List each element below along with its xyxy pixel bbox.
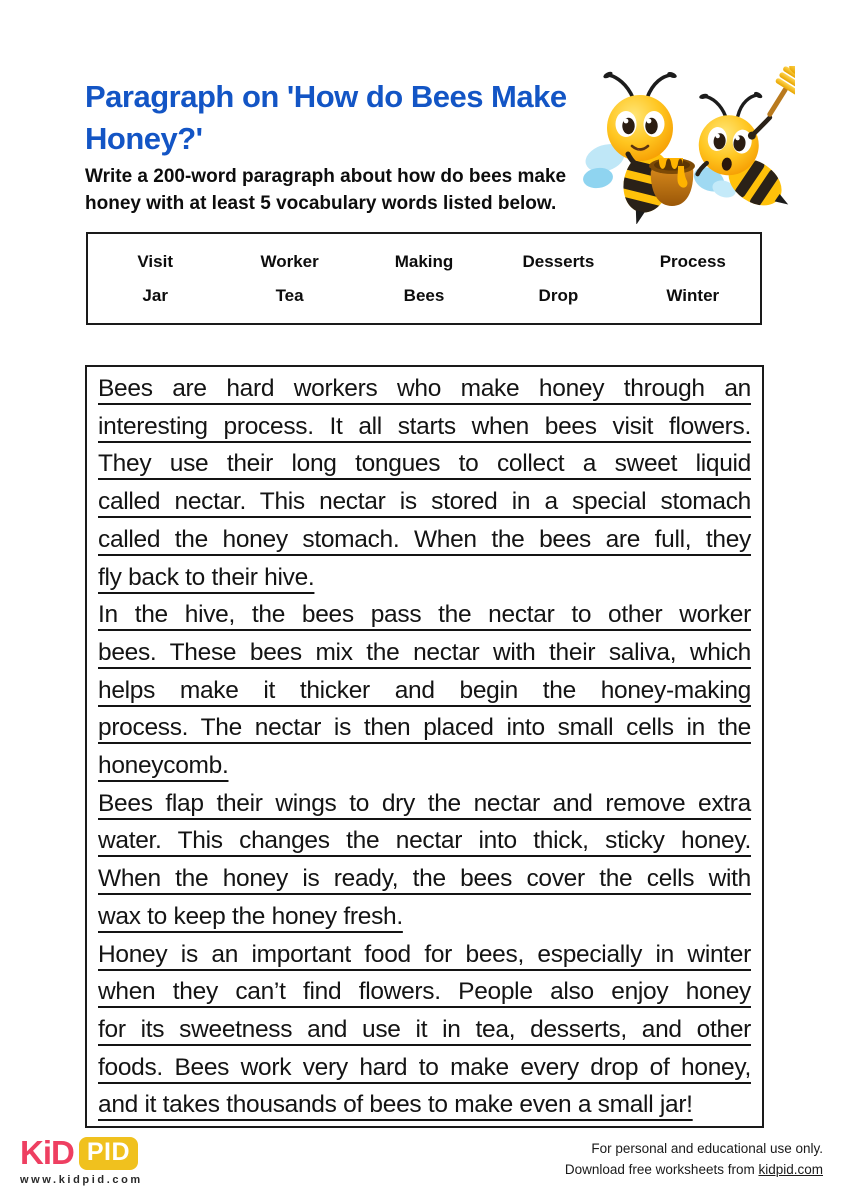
page-title-line: Paragraph on 'How do Bees Make bbox=[85, 79, 567, 114]
instructions-line: honey with at least 5 vocabulary words listed below. bbox=[85, 193, 557, 214]
vocab-row-1 bbox=[88, 252, 760, 272]
essay-line: helps make it thicker and begin the honey-making bbox=[98, 676, 751, 704]
vocab-word: Visit bbox=[137, 251, 173, 271]
instructions-line: Write a 200-word paragraph about how do bees make bbox=[85, 166, 567, 187]
bees-illustration-icon bbox=[583, 66, 795, 224]
essay-line: bees. These bees mix the nectar with their saliva, which bbox=[98, 638, 751, 666]
essay-line: and it takes thousands of bees to make even a small jar! bbox=[98, 1091, 693, 1119]
essay-line: Bees are hard workers who make honey through an bbox=[98, 375, 751, 402]
essay-line: Bees flap their wings to dry the nectar and remove extra bbox=[98, 789, 751, 817]
essay-line: water. This changes the nectar into thick, sticky honey. bbox=[98, 827, 751, 855]
essay-line: wax to keep the honey fresh. bbox=[98, 902, 403, 930]
essay-line: When the honey is ready, the bees cover the cells with bbox=[98, 865, 751, 893]
footer-note-line2-prefix: Download free worksheets from bbox=[564, 1162, 759, 1177]
footer-note-line2 bbox=[565, 1159, 823, 1180]
essay-line: process. The nectar is then placed into small cells in the bbox=[98, 714, 751, 742]
footer-note bbox=[565, 1138, 823, 1180]
essay-line: fly back to their hive. bbox=[98, 563, 315, 591]
page-title bbox=[85, 76, 615, 160]
logo-website-text: www.kidpid.com bbox=[20, 1174, 143, 1186]
essay-line: when they can’t find flowers. People also enjoy honey bbox=[98, 978, 751, 1006]
vocab-word: Worker bbox=[260, 251, 319, 271]
essay-line: honeycomb. bbox=[98, 752, 229, 780]
vocab-word: Tea bbox=[275, 285, 304, 305]
essay-line: Honey is an important food for bees, especially in winter bbox=[98, 940, 751, 968]
essay-line: called nectar. This nectar is stored in a special stomach bbox=[98, 488, 751, 516]
vocab-word: Process bbox=[659, 251, 726, 271]
vocab-word: Desserts bbox=[522, 251, 595, 271]
essay-line: In the hive, the bees pass the nectar to other worker bbox=[98, 601, 751, 629]
vocab-row-2 bbox=[88, 286, 760, 306]
vocab-word: Winter bbox=[666, 285, 720, 305]
kidpid-logo bbox=[20, 1134, 143, 1186]
page-title-line: Honey?' bbox=[85, 121, 203, 156]
essay-line: They use their long tongues to collect a sweet liquid bbox=[98, 450, 751, 478]
instructions-text bbox=[85, 163, 605, 217]
kidpid-link[interactable]: kidpid.com bbox=[758, 1162, 823, 1177]
logo-kid-text: KiD bbox=[20, 1134, 74, 1171]
vocab-word: Drop bbox=[538, 285, 579, 305]
essay-text bbox=[98, 370, 751, 1124]
essay-line: interesting process. It all starts when bees visit flowers. bbox=[98, 412, 751, 440]
essay-box bbox=[85, 365, 764, 1128]
vocab-word: Jar bbox=[142, 285, 168, 305]
essay-line: called the honey stomach. When the bees are full, they bbox=[98, 525, 751, 553]
logo-pid-badge: PID bbox=[79, 1137, 138, 1170]
vocab-word: Bees bbox=[403, 285, 445, 305]
essay-line: for its sweetness and use it in tea, desserts, and other bbox=[98, 1015, 751, 1043]
vocab-word: Making bbox=[394, 251, 454, 271]
vocabulary-box bbox=[86, 232, 762, 325]
footer-note-line1: For personal and educational use only. bbox=[591, 1141, 823, 1156]
essay-line: foods. Bees work very hard to make every drop of honey, bbox=[98, 1053, 751, 1081]
